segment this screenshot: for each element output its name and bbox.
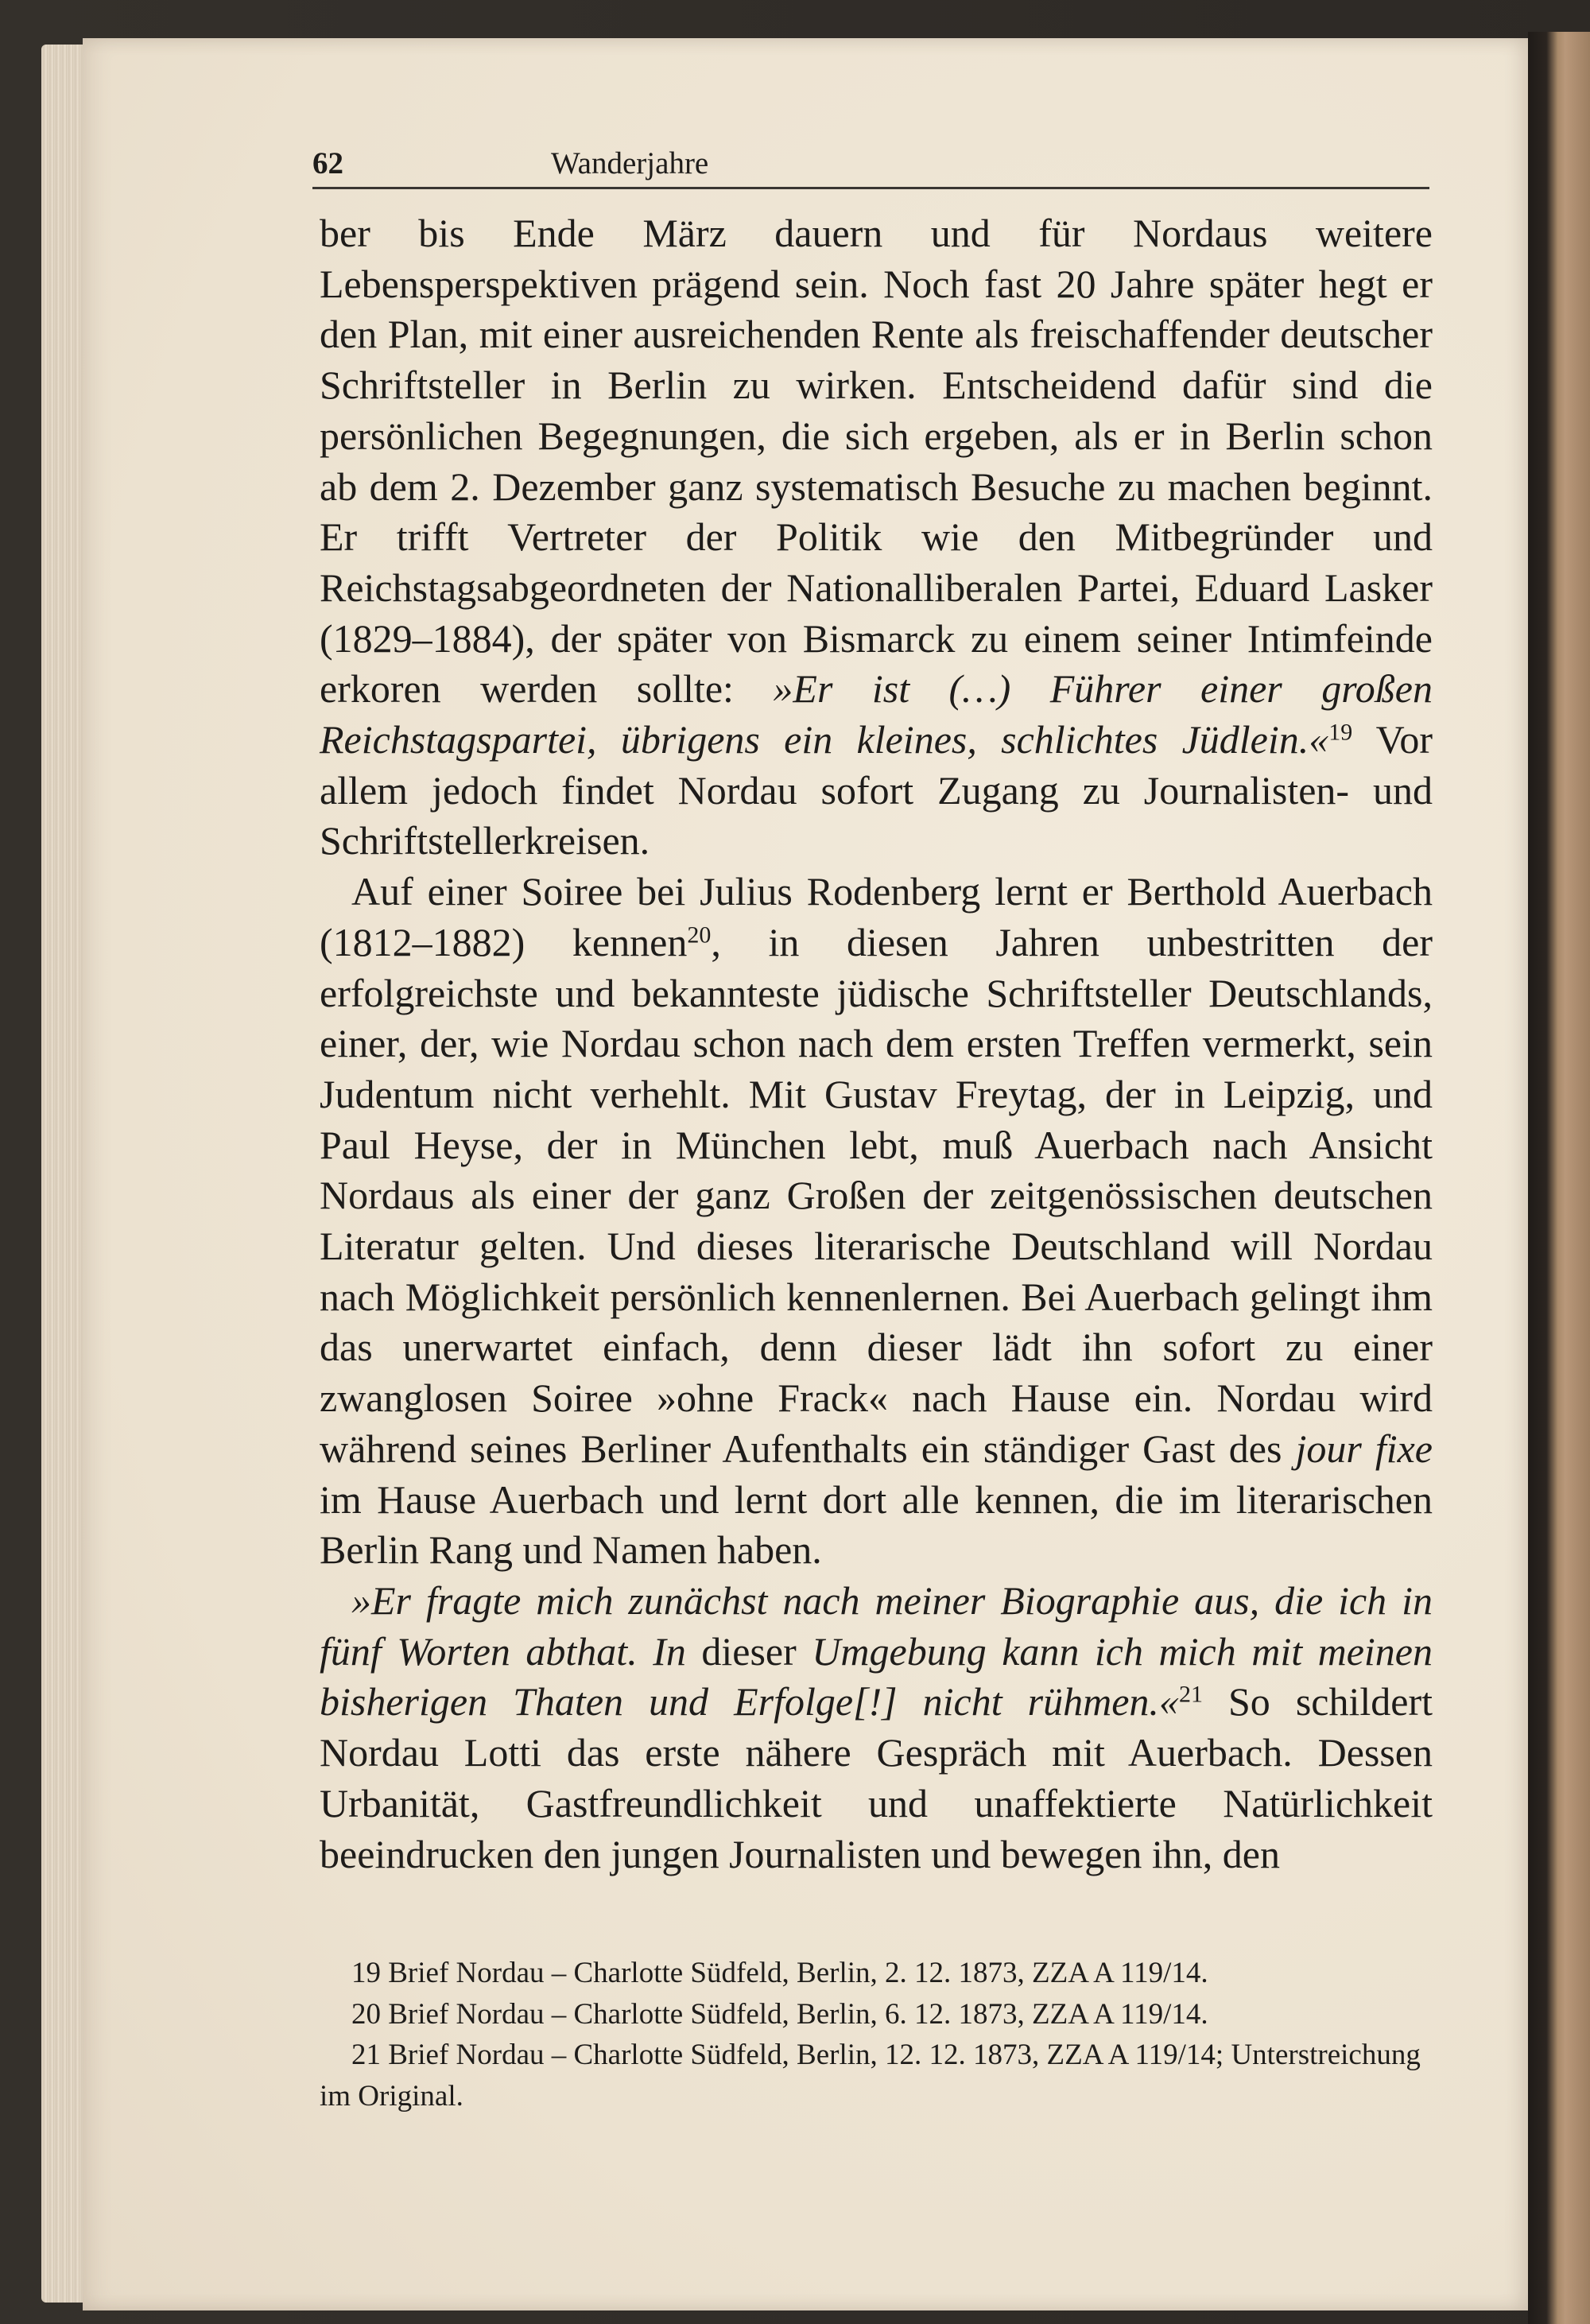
quote-plain-word: dieser [685,1628,812,1674]
footnote-text: Brief Nordau – Charlotte Südfeld, Berlin, 6. 12. 1873, ZZA A 119/14. [388,1997,1208,2031]
footnote-ref-21: 21 [1178,1681,1203,1708]
running-header [312,139,1429,189]
paragraph-2-end: im Hause Auerbach und lernt dort alle kennen, die im literarischen Berlin Rang und Namen haben. [320,1476,1433,1573]
paragraph-2-text: Auf einer Soiree bei Julius Rodenberg lernt er Berthold Auerbach (1812–1882) kennen [320,869,1433,964]
footnote-ref-19: 19 [1328,719,1353,746]
paragraph-1-text: ber bis Ende März dauern und für Nordaus weitere Lebensperspektiven prägend sein. Noch fast 20 Jahre später hegt er den Plan, mit einer ausreichenden Rente als freischaffender deutscher Schriftsteller in Berlin zu wirken. Entscheidend dafür sind die persönlichen Begegnungen, die sich ergeben, als er in Berlin schon ab dem 2. Dezember ganz systematisch Besuche zu machen beginnt. Er trifft Vertreter der Politik wie den Mitbegründer und Reichstagsabgeordneten der Nationalliberalen Partei, Eduard Lasker (1829–1884), der später von Bismarck zu einem seiner Intimfeinde erkoren werden sollte: [320,211,1433,712]
jour-fixe-term: jour fixe [1295,1426,1433,1471]
footnote-20 [320,1994,1433,2035]
auerbach-quote-start: »Er fragte mich zunächst nach meiner Biographie aus, die ich in fünf Worten abthat. In [320,1577,1433,1674]
footnote-ref-20: 20 [687,921,712,949]
footnotes [320,1953,1433,2116]
footnote-21 [320,2035,1433,2116]
page-edges [41,45,89,2303]
footnote-text: Brief Nordau – Charlotte Südfeld, Berlin, 2. 12. 1873, ZZA A 119/14. [388,1957,1208,1989]
paragraph-3-text: So schildert Nordau Lotti das erste nähere Gespräch mit Auerbach. Dessen Urbanität, Gastfreundlichkeit und unaffektierte Natürlichkeit beeindrucken den jungen Journalisten und bewegen ihn, den [320,1679,1433,1876]
footnote-19 [320,1953,1433,1994]
footnote-number: 19 [351,1957,381,1989]
chapter-title: Wanderjahre [551,146,709,180]
paragraph-2 [320,867,1433,1576]
footnote-number: 21 [351,2039,381,2071]
page-number: 62 [312,146,343,180]
auerbach-quote-end: Umgebung kann ich mich mit meinen bisherigen Thaten und Erfolge[!] nicht rühmen.« [320,1628,1433,1725]
footnote-number: 20 [351,1997,381,2031]
paragraph-1-end: Vor allem jedoch findet Nordau sofort Zugang zu Journalisten- und Schriftstellerkreisen. [320,717,1433,863]
paragraph-2-middle: , in diesen Jahren unbestritten der erfolgreichste und bekannteste jüdische Schriftsteller Deutschlands, einer, der, wie Nordau schon nach dem ersten Treffen vermerkt, sein Judentum nicht verhehlt. Mit Gustav Freytag, der in Leipzig, und Paul Heyse, der in München lebt, muß Auerbach nach Ansicht Nordaus als einer der ganz Großen der zeitgenössischen deutschen Literatur gelten. Und dieses literarische Deutschland will Nordau nach Möglichkeit persönlich kennenlernen. Bei Auerbach gelingt ihm das unerwartet einfach, denn dieser lädt ihn sofort zu einer zwanglosen Soiree »ohne Frack« nach Hause ein. Nordau wird während seines Berliner Aufenthalts ein ständiger Gast des [320,919,1433,1471]
body-text [320,208,1433,1880]
lasker-quote: »Er ist (…) Führer einer großen Reichstagspartei, übrigens ein kleines, schlichtes Jüdlein.« [320,666,1433,762]
next-page-edge [1528,32,1590,2324]
paragraph-3 [320,1576,1433,1880]
paragraph-1 [320,208,1433,867]
footnote-text: Brief Nordau – Charlotte Südfeld, Berlin, 12. 12. 1873, ZZA A 119/14; Unterstreichung im Original. [320,2039,1421,2113]
